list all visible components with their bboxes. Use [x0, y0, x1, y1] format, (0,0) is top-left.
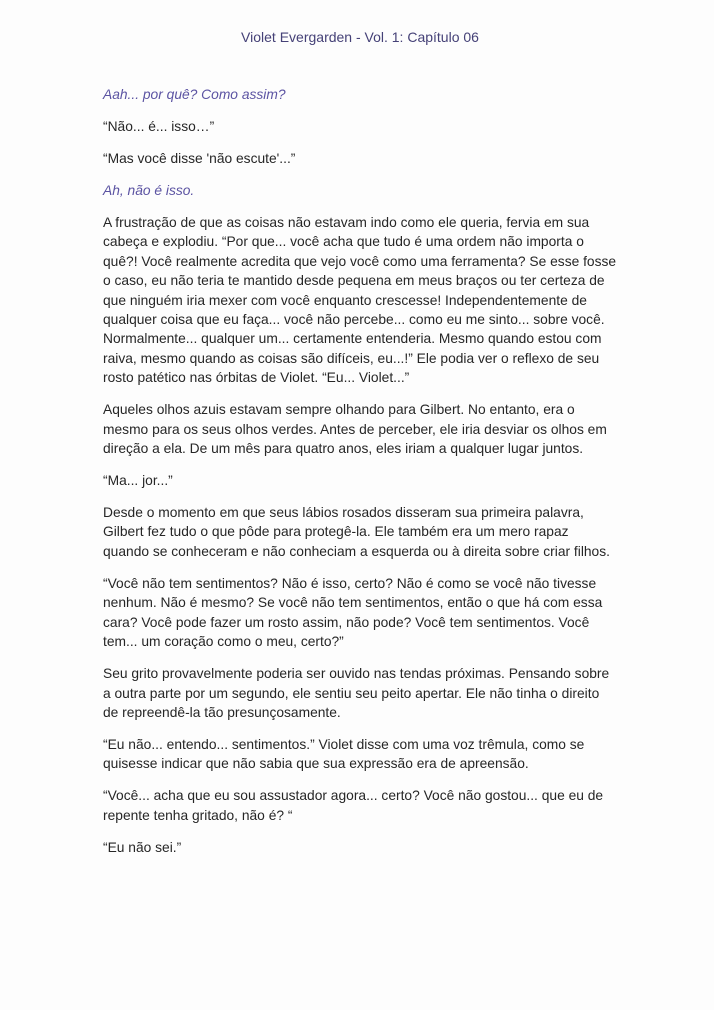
dialogue-line: “Não... é... isso…” — [103, 119, 215, 134]
dialogue-line: “Você não tem sentimentos? Não é isso, certo? Não é como se você não tivesse nenhum. Não é mesmo? Se você não tem sentimentos, então o que há com essa cara? Você pode fazer um rosto assim, não pode? Você tem sentimentos. Você tem... um coração como o meu, certo?” — [103, 575, 603, 650]
dialogue-line: “Eu não... entendo... sentimentos.” Violet disse com uma voz trêmula, como se quisesse indicar que não sabia que sua expressão era de apreensão. — [103, 736, 585, 772]
paragraph: Desde o momento em que seus lábios rosados disseram sua primeira palavra, Gilbert fez tudo o que pôde para protegê-la. Ele também era um mero rapaz quando se conheceram e não conheciam a esquerda ou à direita sobre criar filhos. — [103, 505, 610, 559]
dialogue-line: “Mas você disse 'não escute'...” — [103, 151, 296, 166]
page-title: Violet Evergarden - Vol. 1: Capítulo 06 — [241, 29, 479, 45]
dialogue-line: “Ma... jor...” — [103, 473, 173, 489]
inner-voice-line: Aah... por quê? Como assim? — [103, 87, 286, 102]
chapter-text — [103, 85, 617, 857]
paragraph: Seu grito provavelmente poderia ser ouvido nas tendas próximas. Pensando sobre a outra parte por um segundo, ele sentiu seu peito apertar. Ele não tinha o direito de repreendê-la tão presunçosamente. — [103, 666, 610, 720]
dialogue-line: “Você... acha que eu sou assustador agora... certo? Você não gostou... que eu de repente tenha gritado, não é? “ — [103, 788, 604, 823]
paragraph: A frustração de que as coisas não estavam indo como ele queria, fervia em sua cabeça e explodiu. “Por que... você acha que tudo é uma ordem não importa o quê?! Você realmente acredita que vejo você como uma ferramenta? Se esse fosse o caso, eu não teria te mantido desde pequena em meus braços ou ter certeza de que ninguém iria mexer com você enquanto crescesse! Independentemente de qualquer coisa que eu faça... você não percebe... como eu me sinto... sobre você. Normalmente... qualquer um... certamente entenderia. Mesmo quando estou com raiva, mesmo quando as coisas são difíceis, eu...!” Ele podia ver o reflexo de seu rosto patético nas órbitas de Violet. “Eu... Violet...” — [103, 215, 617, 386]
paragraph: Aqueles olhos azuis estavam sempre olhando para Gilbert. No entanto, era o mesmo para os seus olhos verdes. Antes de perceber, ele iria desviar os olhos em direção a ela. De um mês para quatro anos, eles iriam a qualquer lugar juntos. — [103, 402, 607, 457]
inner-voice-line: Ah, não é isso. — [103, 183, 195, 198]
dialogue-line: “Eu não sei.” — [103, 839, 182, 855]
